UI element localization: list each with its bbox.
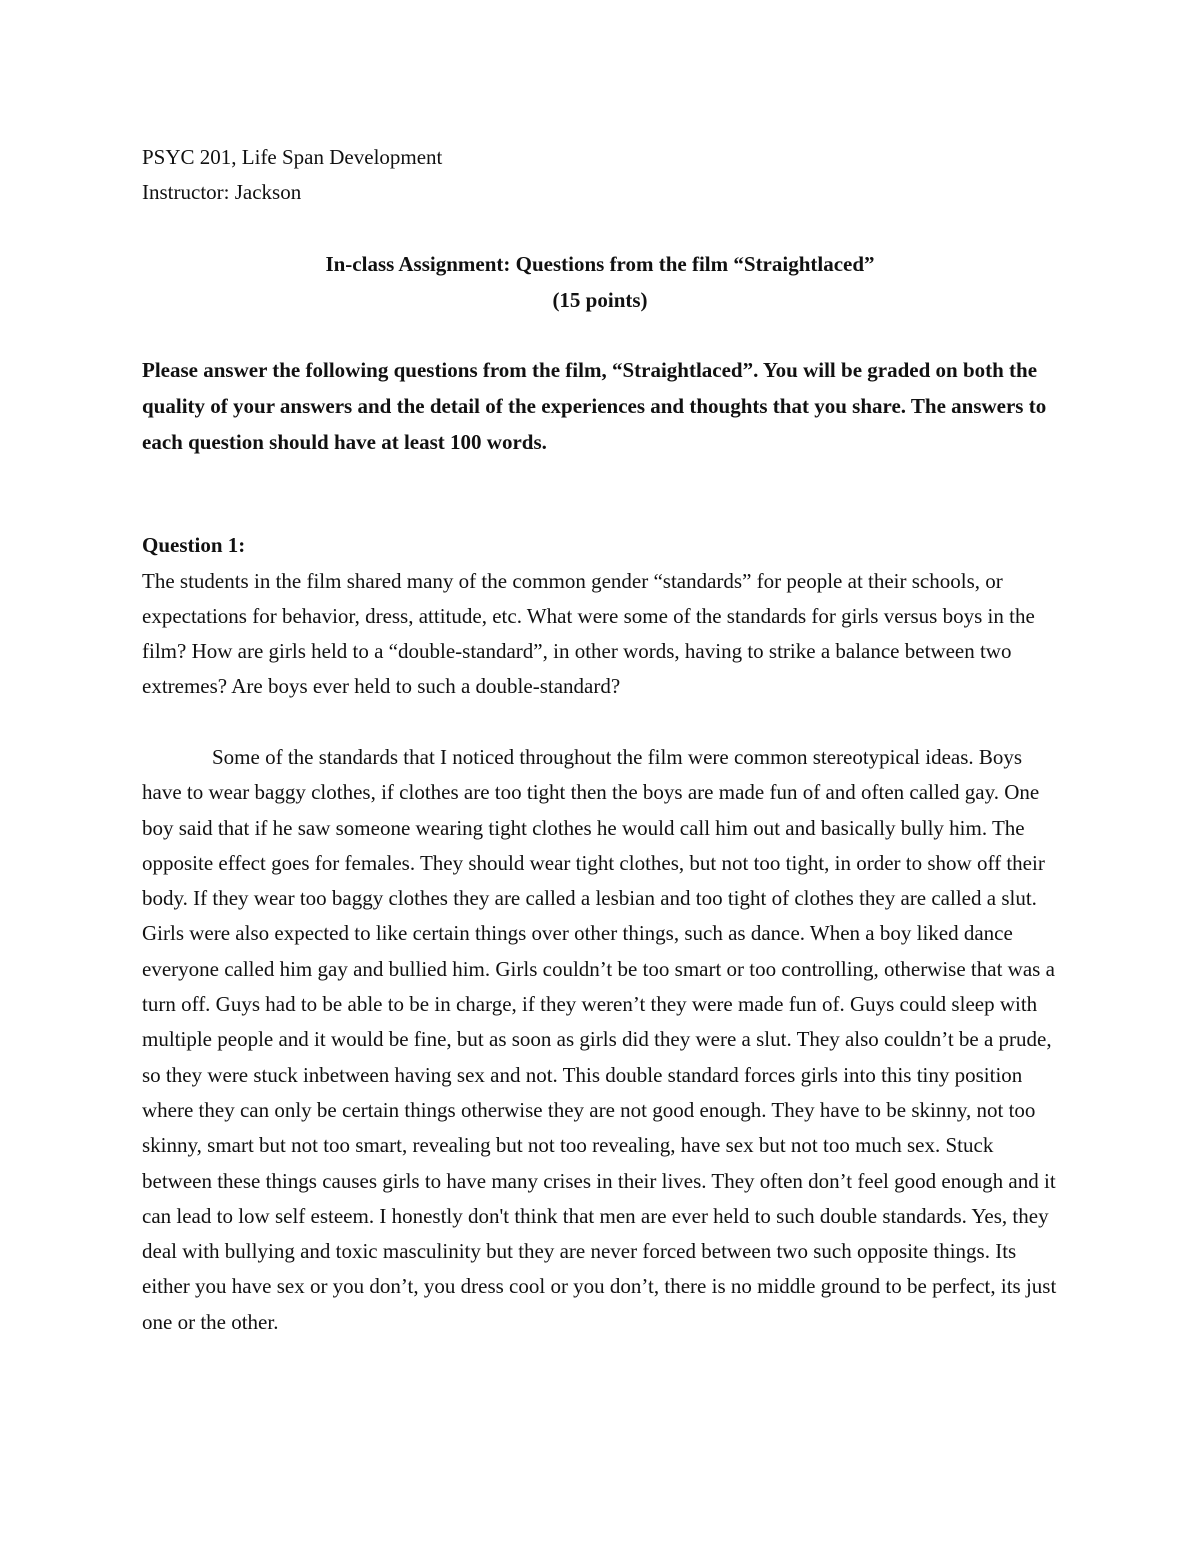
instructions-text: Please answer the following questions from the film, “Straightlaced”. You will be graded on both the quality of your answers and the detail of the experiences and thoughts that you share. The answers to each question should have at least 100 words. bbox=[142, 358, 1047, 454]
course-title: PSYC 201, Life Span Development bbox=[142, 145, 443, 169]
instructions bbox=[142, 352, 1058, 460]
assignment-title: In-class Assignment: Questions from the film “Straightlaced” bbox=[325, 252, 875, 276]
question-1-answer: Some of the standards that I noticed throughout the film were common stereotypical ideas. Boys have to wear baggy clothes, if clothes are too tight then the boys are made fun of and often called gay. One boy said that if he saw someone wearing tight clothes he would call him out and basically bully him. The opposite effect goes for females. They should wear tight clothes, but not too tight, in order to show off their body. If they wear too baggy clothes they are called a lesbian and too tight of clothes they are called a slut. Girls were also expected to like certain things over other things, such as dance. When a boy liked dance everyone called him gay and bullied him. Girls couldn’t be too smart or too controlling, otherwise that was a turn off. Guys had to be able to be in charge, if they weren’t they were made fun of. Guys could sleep with multiple people and it would be fine, but as soon as girls did they were a slut. They also couldn’t be a prude, so they were stuck inbetween having sex and not. This double standard forces girls into this tiny position where they can only be certain things otherwise they are not good enough. They have to be skinny, not too skinny, smart but not too smart, revealing but not too revealing, have sex but not too much sex. Stuck between these things causes girls to have many crises in their lives. They often don’t feel good enough and it can lead to low self esteem. I honestly don't think that men are ever held to such double standards. Yes, they deal with bullying and toxic masculinity but they are never forced between two such opposite things. Its either you have sex or you don’t, you dress cool or you don’t, there is no middle ground to be perfect, its just one or the other. bbox=[142, 745, 1057, 1334]
assignment-points: (15 points) bbox=[552, 288, 648, 312]
question-1-answer-block bbox=[142, 740, 1058, 1340]
question-1-text: The students in the film shared many of the common gender “standards” for people at their schools, or expectations for behavior, dress, attitude, etc. What were some of the standards for girls versus boys in the film? How are girls held to a “double-standard”, in other words, having to strike a balance between two extremes? Are boys ever held to such a double-standard? bbox=[142, 569, 1035, 698]
question-1-text-block bbox=[142, 564, 1058, 704]
instructor-name: Instructor: Jackson bbox=[142, 180, 302, 204]
question-1-label: Question 1: bbox=[142, 533, 246, 557]
